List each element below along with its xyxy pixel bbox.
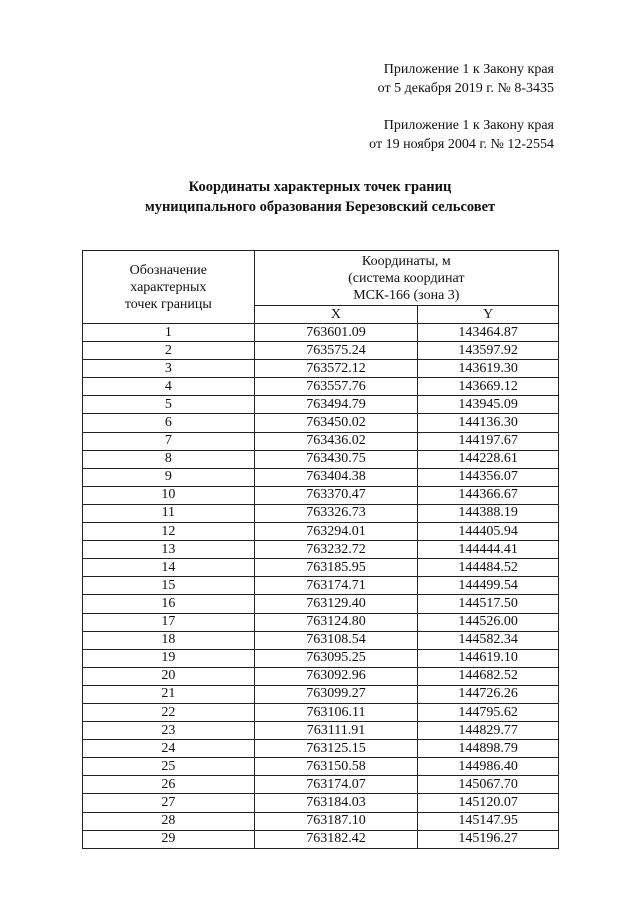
point-number: 11 xyxy=(83,504,255,522)
point-number: 6 xyxy=(83,414,255,432)
annex-date: от 19 ноября 2004 г. № 12-2554 xyxy=(369,137,554,152)
point-number: 17 xyxy=(83,613,255,631)
table-row xyxy=(83,342,559,360)
point-number: 12 xyxy=(83,523,255,541)
coord-x: 763185.95 xyxy=(254,559,418,577)
coord-y: 144795.62 xyxy=(418,703,559,721)
coord-y: 144829.77 xyxy=(418,722,559,740)
coord-x: 763108.54 xyxy=(254,631,418,649)
point-number: 26 xyxy=(83,776,255,794)
point-number: 28 xyxy=(83,812,255,830)
header-y: Y xyxy=(418,306,559,324)
point-number: 29 xyxy=(83,830,255,848)
coordinates-table xyxy=(82,250,559,849)
coord-x: 763232.72 xyxy=(254,541,418,559)
coord-y: 144444.41 xyxy=(418,541,559,559)
point-number: 2 xyxy=(83,342,255,360)
table-row xyxy=(83,396,559,414)
coord-x: 763430.75 xyxy=(254,450,418,468)
table-row xyxy=(83,414,559,432)
annex-line: Приложение 1 к Закону края xyxy=(383,62,554,77)
table-row xyxy=(83,324,559,342)
coord-y: 143597.92 xyxy=(418,342,559,360)
table-row xyxy=(83,667,559,685)
coord-x: 763124.80 xyxy=(254,613,418,631)
coord-x: 763129.40 xyxy=(254,595,418,613)
point-number: 20 xyxy=(83,667,255,685)
point-number: 18 xyxy=(83,631,255,649)
coord-y: 143464.87 xyxy=(418,324,559,342)
coord-x: 763494.79 xyxy=(254,396,418,414)
coord-x: 763187.10 xyxy=(254,812,418,830)
coord-y: 145120.07 xyxy=(418,794,559,812)
coord-y: 143669.12 xyxy=(418,378,559,396)
coord-x: 763601.09 xyxy=(254,324,418,342)
point-number: 23 xyxy=(83,722,255,740)
point-number: 25 xyxy=(83,758,255,776)
table-row xyxy=(83,722,559,740)
table-row xyxy=(83,758,559,776)
coord-x: 763174.71 xyxy=(254,577,418,595)
point-number: 27 xyxy=(83,794,255,812)
coord-y: 144517.50 xyxy=(418,595,559,613)
table-row xyxy=(83,450,559,468)
coord-y: 145067.70 xyxy=(418,776,559,794)
header-line: характерных xyxy=(130,279,207,295)
point-number: 13 xyxy=(83,541,255,559)
table-row xyxy=(83,703,559,721)
coord-x: 763404.38 xyxy=(254,468,418,486)
header-line: Координаты, м xyxy=(361,253,451,269)
table-row xyxy=(83,812,559,830)
header-point xyxy=(83,251,255,324)
point-number: 14 xyxy=(83,559,255,577)
header-x: X xyxy=(254,306,418,324)
table-row xyxy=(83,740,559,758)
point-number: 21 xyxy=(83,685,255,703)
header-coordinates xyxy=(254,251,558,306)
document-title xyxy=(0,177,640,217)
table-row xyxy=(83,378,559,396)
coord-y: 144898.79 xyxy=(418,740,559,758)
point-number: 5 xyxy=(83,396,255,414)
table-row xyxy=(83,577,559,595)
table-row xyxy=(83,613,559,631)
annex-note-2004 xyxy=(369,116,554,154)
coord-y: 144136.30 xyxy=(418,414,559,432)
coord-y: 144499.54 xyxy=(418,577,559,595)
coord-x: 763294.01 xyxy=(254,523,418,541)
coord-y: 144682.52 xyxy=(418,667,559,685)
coord-x: 763326.73 xyxy=(254,504,418,522)
coord-x: 763572.12 xyxy=(254,360,418,378)
table-row xyxy=(83,486,559,504)
table-row xyxy=(83,776,559,794)
coord-y: 144582.34 xyxy=(418,631,559,649)
title-line: Координаты характерных точек границ xyxy=(188,179,452,195)
coord-x: 763111.91 xyxy=(254,722,418,740)
header-line: (система координат xyxy=(348,270,465,286)
coord-x: 763125.15 xyxy=(254,740,418,758)
coord-y: 144228.61 xyxy=(418,450,559,468)
point-number: 22 xyxy=(83,703,255,721)
point-number: 7 xyxy=(83,432,255,450)
coord-x: 763092.96 xyxy=(254,667,418,685)
point-number: 10 xyxy=(83,486,255,504)
coord-y: 144986.40 xyxy=(418,758,559,776)
table-row xyxy=(83,685,559,703)
coord-y: 144405.94 xyxy=(418,523,559,541)
coord-x: 763557.76 xyxy=(254,378,418,396)
coord-x: 763450.02 xyxy=(254,414,418,432)
table-row xyxy=(83,432,559,450)
table-row xyxy=(83,541,559,559)
coord-y: 144366.67 xyxy=(418,486,559,504)
point-number: 16 xyxy=(83,595,255,613)
coord-x: 763174.07 xyxy=(254,776,418,794)
header-line: МСК-166 (зона 3) xyxy=(353,287,460,303)
point-number: 15 xyxy=(83,577,255,595)
coord-y: 144388.19 xyxy=(418,504,559,522)
coord-y: 145196.27 xyxy=(418,830,559,848)
point-number: 8 xyxy=(83,450,255,468)
table-row xyxy=(83,631,559,649)
coord-x: 763575.24 xyxy=(254,342,418,360)
annex-date: от 5 декабря 2019 г. № 8-3435 xyxy=(377,81,554,96)
table-row xyxy=(83,360,559,378)
annex-note-2019 xyxy=(378,60,554,98)
title-line: муниципального образования Березовский сельсовет xyxy=(144,199,496,215)
coord-y: 144526.00 xyxy=(418,613,559,631)
header-line: точек границы xyxy=(124,296,212,312)
coord-x: 763099.27 xyxy=(254,685,418,703)
table-row xyxy=(83,468,559,486)
point-number: 4 xyxy=(83,378,255,396)
table-row xyxy=(83,649,559,667)
coord-x: 763106.11 xyxy=(254,703,418,721)
coord-x: 763184.03 xyxy=(254,794,418,812)
coord-x: 763182.42 xyxy=(254,830,418,848)
table-row xyxy=(83,523,559,541)
coord-x: 763150.58 xyxy=(254,758,418,776)
coord-y: 144726.26 xyxy=(418,685,559,703)
table-row xyxy=(83,595,559,613)
table-row xyxy=(83,559,559,577)
point-number: 19 xyxy=(83,649,255,667)
table-row xyxy=(83,504,559,522)
header-line: Обозначение xyxy=(129,262,208,278)
point-number: 1 xyxy=(83,324,255,342)
coord-x: 763370.47 xyxy=(254,486,418,504)
coord-x: 763095.25 xyxy=(254,649,418,667)
annex-line: Приложение 1 к Закону края xyxy=(383,118,554,133)
coord-x: 763436.02 xyxy=(254,432,418,450)
point-number: 24 xyxy=(83,740,255,758)
coord-y: 144484.52 xyxy=(418,559,559,577)
coord-y: 143945.09 xyxy=(418,396,559,414)
coord-y: 144197.67 xyxy=(418,432,559,450)
point-number: 3 xyxy=(83,360,255,378)
table-row xyxy=(83,794,559,812)
coord-y: 145147.95 xyxy=(418,812,559,830)
coord-y: 143619.30 xyxy=(418,360,559,378)
table-row xyxy=(83,830,559,848)
coord-y: 144356.07 xyxy=(418,468,559,486)
coord-y: 144619.10 xyxy=(418,649,559,667)
point-number: 9 xyxy=(83,468,255,486)
